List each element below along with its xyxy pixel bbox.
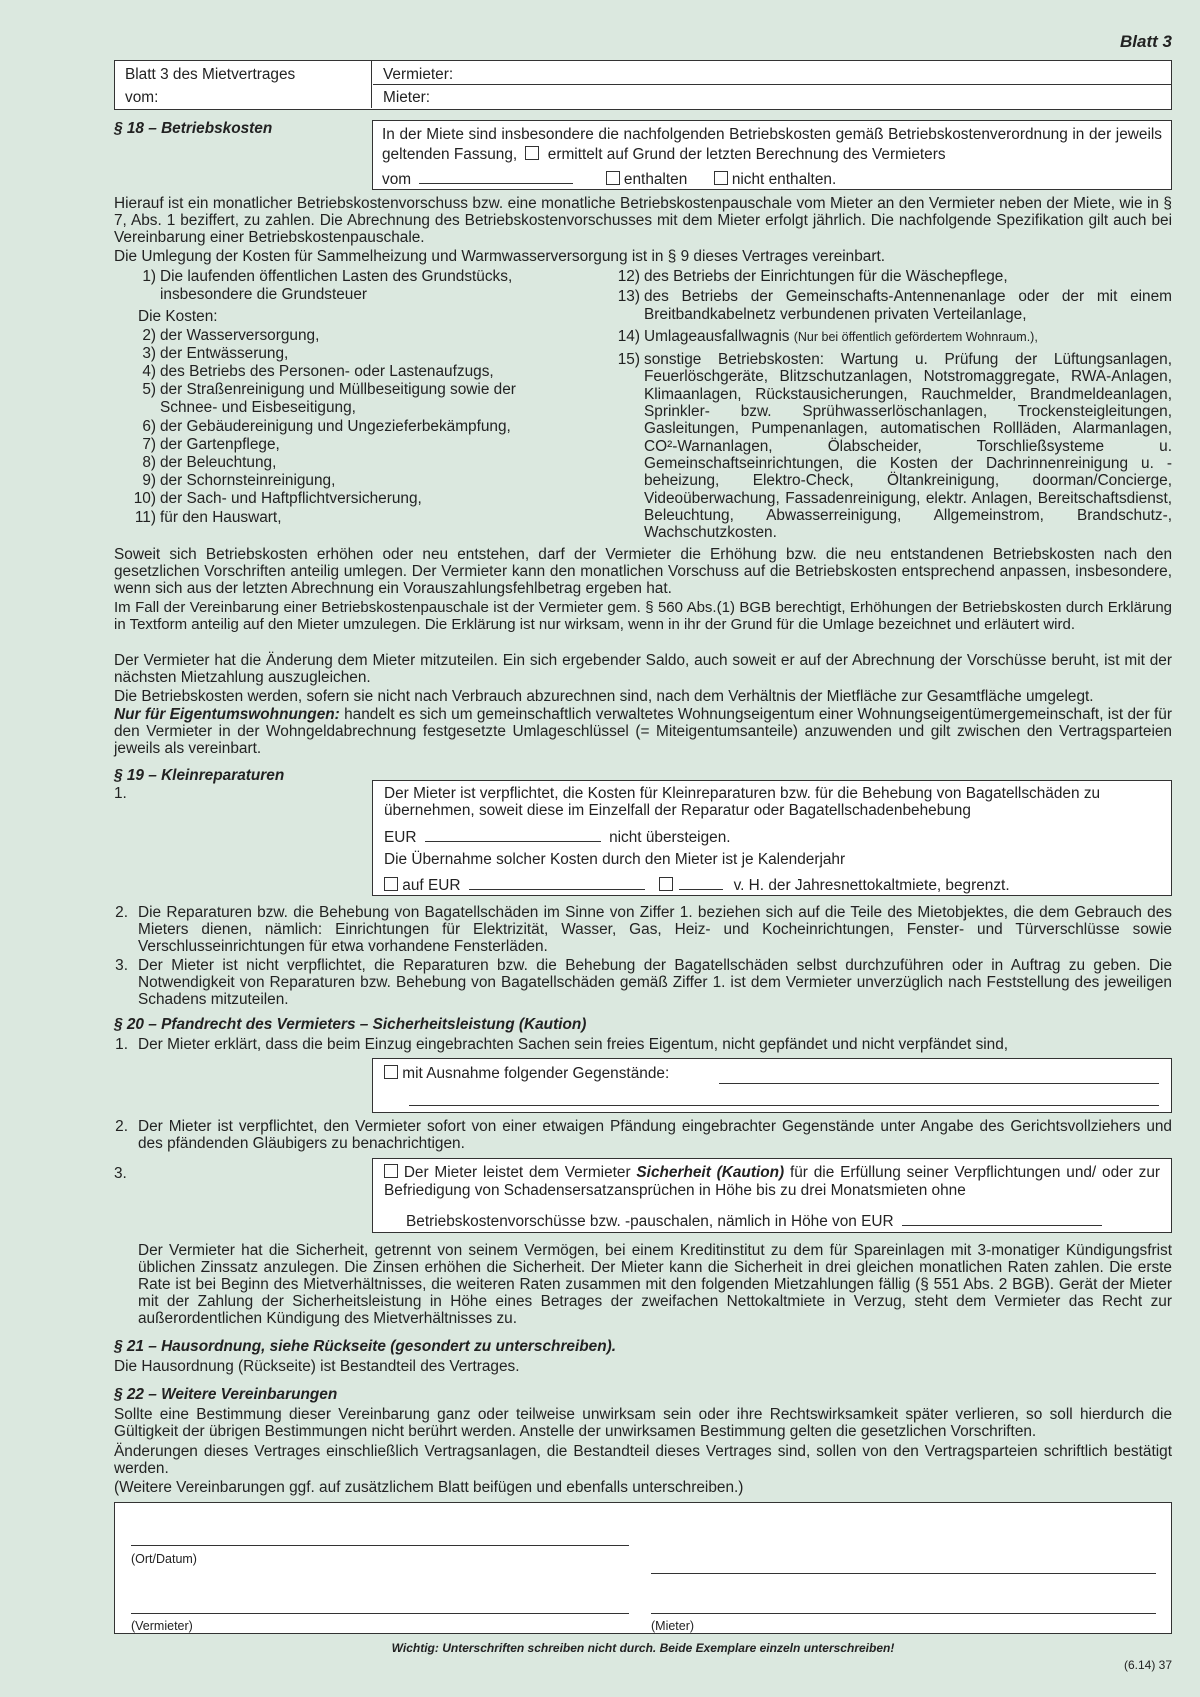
s18-paragraph-3: Soweit sich Betriebskosten erhöhen oder neu entstehen, darf der Vermieter die Erhöhung bzw. die neu entstandenen Betriebskosten nach den gesetzlichen Vorschriften anteilig umlegen. Der Vermieter kann den monatlichen Vorschuss auf die Betriebskosten entsprechend anpassen, insbesondere, wenn sich aus der letzten Abrechnung ein Vorauszahlungsfehlbetrag ergeben hat. bbox=[114, 546, 1172, 597]
s20-num-3: 3. bbox=[114, 1165, 127, 1182]
list-item: 7) der Gartenpflege, bbox=[142, 435, 280, 453]
list-item: 1) Die laufenden öffentlichen Lasten des Grundstücks, insbesondere die Grundsteuer bbox=[142, 268, 513, 304]
list-item: 14) Umlageausfallwagnis (Nur bei öffentlich gefördertem Wohnraum.), bbox=[617, 327, 1038, 345]
eur-label: EUR bbox=[384, 829, 417, 846]
cost-list-left bbox=[124, 268, 560, 527]
sheet-number: Blatt 3 bbox=[1120, 32, 1172, 51]
section-21-heading: § 21 – Hausordnung, siehe Rückseite (gesondert zu unterschreiben). bbox=[114, 1338, 617, 1355]
mieter-line-1[interactable] bbox=[651, 1573, 1156, 1574]
list-item: 15) sonstige Betriebskosten: Wartung u. Prüfung der Lüftungsanlagen, Feuerlöschgeräte, Blitzschutzanlagen, Notstromaggregate, RWA-Anlagen, Klimaanlagen, Rückstausicherungen, Rauchmelder, Brandmeldeanlagen, Sprinkler- bzw. Sprühwasserlöschanlagen, Trockensteigleitungen, Gasleitungen, Pumpenanlagen, automatischen Rollläden, Alarmanlagen, CO²-Warnanlagen, Ölabscheider, Torschließsysteme u. Gemeinschaftseinrichtungen, die Kosten der Dachrinnenreinigung u. -beheizung, Elektro-Check, Öltankreinigung, doorman/Concierge, Videoüberwachung, Fassadenreinigung, elektr. Anlagen, Bereitschaftsdienst, Beleuchtung, Abwasserreinigung, Allgemeinstrom, Brandschutz-, Wachschutzkosten. bbox=[617, 351, 1172, 542]
vermieter-signature-line[interactable] bbox=[131, 1613, 629, 1614]
s22-paragraph-3: (Weitere Vereinbarungen ggf. auf zusätzlichem Blatt beifügen und ebenfalls unterschreiben.) bbox=[114, 1479, 744, 1496]
list-item: 11) für den Hauswart, bbox=[134, 508, 282, 526]
s20-paragraph-3: Der Vermieter hat die Sicherheit, getrennt von seinem Vermögen, bei einem Kreditinstitut zu dem für Spareinlagen mit 3-monatiger Kündigungsfrist üblichen Zinssatz anzulegen. Die Zinsen erhöhen die Sicherheit. Der Mieter kann die Sicherheit in drei gleichen monatlichen Raten zahlen. Die erste Rate ist bei Beginn des Mietverhältnisses, die weiteren Raten zusammen mit den folgenden Mietzahlungen fällig (§ 551 Abs. 2 BGB). Gerät der Mieter mit der Zahlung der Sicherheitsleistung in Höhe eines Betrages der zweifachen Nettokaltmiete in Verzug, steht dem Vermieter das Recht zur außerordentlichen Kündigung des Mietverhältnisses zu. bbox=[138, 1242, 1172, 1327]
mieter-label: Mieter: bbox=[383, 89, 431, 106]
list-item: 3. Der Mieter ist nicht verpflichtet, die Reparaturen bzw. die Behebung der Bagatellschäden selbst durchzuführen oder in Auftrag zu geben. Die Notwendigkeit von Reparaturen bzw. Behebung von Bagatellschäden gemäß Ziffer 1. ist dem Vermieter unverzüglich nach Feststellung des jeweiligen Schadens mitzuteilen. bbox=[115, 957, 1172, 1008]
list-item: 3) der Entwässerung, bbox=[142, 344, 289, 362]
s19-num-1: 1. bbox=[114, 785, 127, 802]
list-item: 8) der Beleuchtung, bbox=[142, 454, 277, 472]
s19-items bbox=[114, 904, 1172, 1008]
list-item: 2. Der Mieter ist verpflichtet, den Vermieter sofort von einer etwaigen Pfändung eingebrachter Gegenstände unter Angabe des Gerichtsvollziehers und des pfändenden Gläubigers zu benachrichtigen. bbox=[115, 1118, 1172, 1152]
s18-paragraph-4: Im Fall der Vereinbarung einer Betriebskostenpauschale ist der Vermieter gem. § 560 Abs.(1) BGB berechtigt, Erhöhungen der Betriebskosten durch Erklärung in Textform anteilig auf den Mieter umzulegen. Die Erklärung ist nur wirksam, wenn in ihr der Grund für die Umlage bezeichnet und erläutert wird. bbox=[114, 599, 1172, 633]
list-item: 13) des Betriebs der Gemeinschafts-Antennenanlage oder der mit einem Breitbandkabelnetz verbundenen privaten Verteilanlage, bbox=[617, 288, 1172, 323]
section-22-heading: § 22 – Weitere Vereinbarungen bbox=[114, 1386, 338, 1403]
vh-label: v. H. der Jahresnettokaltmiete, begrenzt. bbox=[733, 877, 1010, 894]
auf-eur-label: auf EUR bbox=[402, 877, 461, 894]
nicht-enthalten-label: nicht enthalten. bbox=[731, 171, 837, 188]
s22-paragraph-2: Änderungen dieses Vertrages einschließlich Vertragsanlagen, die Bestandteil dieses Vertrages sind, sollen von den Vertragsparteien schriftlich bestätigt werden. bbox=[114, 1443, 1172, 1477]
vh-field[interactable] bbox=[679, 875, 723, 890]
eur-max-field[interactable] bbox=[425, 827, 601, 842]
warning-note: Wichtig: Unterschriften schreiben nicht durch. Beide Exemplare einzeln unterschreiben! bbox=[391, 1641, 895, 1655]
s18-paragraph-5: Der Vermieter hat die Änderung dem Mieter mitzuteilen. Ein sich ergebender Saldo, auch soweit er auf der Abrechnung der Vorschüsse beruht, ist mit der nächsten Mietzahlung auszugleichen. bbox=[114, 652, 1172, 686]
s20-exception-box bbox=[372, 1058, 1172, 1113]
ort-datum-line[interactable] bbox=[131, 1545, 629, 1546]
ort-datum-label: (Ort/Datum) bbox=[131, 1552, 197, 1566]
s20-item-1 bbox=[114, 1036, 1172, 1053]
ausnahme-field-1[interactable] bbox=[719, 1069, 1159, 1084]
ausnahme-label: mit Ausnahme folgender Gegenstände: bbox=[402, 1065, 670, 1082]
checkbox-enthalten[interactable] bbox=[606, 171, 620, 185]
s21-text: Die Hausordnung (Rückseite) ist Bestandteil des Vertrages. bbox=[114, 1358, 520, 1375]
signature-box bbox=[114, 1502, 1172, 1634]
list-item: 2. Die Reparaturen bzw. die Behebung von Bagatellschäden im Sinne von Ziffer 1. beziehen sich auf die Teile des Mietobjektes, die dem Gebrauch des Mieters dienen, nämlich: Einrichtungen für Elektrizität, Wasser, Gas, Heiz- und Kocheinrichtungen, Fenster- und Türverschlüsse sowie Verschlusseinrichtungen für etwa vorhandene Fensterläden. bbox=[115, 904, 1172, 955]
s19-box-text: Der Mieter ist verpflichtet, die Kosten für Kleinreparaturen bzw. für die Behebung von Bagatellschäden zu übernehmen, soweit diese im Einzelfall der Reparatur oder Bagatellschadenbehebung bbox=[384, 785, 1101, 819]
checkbox-auf-eur[interactable] bbox=[384, 877, 398, 891]
list-item: 1. Der Mieter erklärt, dass die beim Einzug eingebrachten Sachen sein freies Eigentum, nicht gepfändet und nicht verpfändet sind, bbox=[115, 1036, 1009, 1053]
eigentum-label: Nur für Eigentumswohnungen: bbox=[114, 706, 340, 723]
auf-eur-field[interactable] bbox=[469, 875, 645, 890]
mieter-label: (Mieter) bbox=[651, 1619, 695, 1633]
cost-list-right bbox=[608, 268, 1172, 541]
checkbox-nicht-enthalten[interactable] bbox=[714, 171, 728, 185]
header-table bbox=[114, 60, 1172, 110]
kaution-amount-field[interactable] bbox=[902, 1211, 1102, 1226]
enthalten-label: enthalten bbox=[623, 171, 688, 188]
checkbox-ermittelt[interactable] bbox=[525, 146, 539, 160]
kaution-term: Sicherheit (Kaution) bbox=[636, 1164, 785, 1181]
s18-vom-label: vom bbox=[382, 171, 412, 188]
s18-paragraph-6: Die Betriebskosten werden, sofern sie nicht nach Verbrauch abzurechnen sind, nach dem Verhältnis der Mietfläche zur Gesamtfläche umgelegt. bbox=[114, 688, 1094, 705]
s18-box-text-b: ermittelt auf Grund der letzten Berechnung des Vermieters bbox=[547, 146, 946, 163]
mieter-signature-line[interactable] bbox=[651, 1613, 1156, 1614]
vermieter-label: Vermieter: bbox=[383, 66, 454, 83]
vom-label: vom: bbox=[125, 89, 159, 106]
nicht-uebersteigen-label: nicht übersteigen. bbox=[609, 829, 731, 846]
checkbox-kaution[interactable] bbox=[384, 1164, 398, 1178]
section-20-heading: § 20 – Pfandrecht des Vermieters – Sicherheitsleistung (Kaution) bbox=[114, 1016, 587, 1033]
s18-paragraph-7: Nur für Eigentumswohnungen: handelt es sich um gemeinschaftlich verwaltetes Wohnungseigentum einer Wohnungseigentümergemeinschaft, ist der für den Vermieter in der Wohngeldabrechnung festgesetzte Umlageschlüssel (= Miteigentumsanteile) anzuwenden und gilt zwischen den Vertragsparteien jeweils als vereinbart. bbox=[114, 706, 1172, 757]
checkbox-vh[interactable] bbox=[659, 877, 673, 891]
sheet-label: Blatt 3 des Mietvertrages bbox=[125, 66, 296, 83]
ausnahme-field-2[interactable] bbox=[409, 1091, 1159, 1106]
list-item: 10) der Sach- und Haftpflichtversicherung, bbox=[133, 490, 422, 508]
list-item: 9) der Schornsteinreinigung, bbox=[142, 472, 336, 490]
kaution-box bbox=[372, 1158, 1172, 1233]
s18-vom-field[interactable] bbox=[419, 169, 573, 184]
list-item: Die Kosten: bbox=[138, 308, 218, 326]
s18-paragraph-2: Die Umlegung der Kosten für Sammelheizung und Warmwasserversorgung ist in § 9 dieses Vertrages vereinbart. bbox=[114, 248, 886, 265]
s22-paragraph-1: Sollte eine Bestimmung dieser Vereinbarung ganz oder teilweise unwirksam sein oder ihre Rechtswirksamkeit später verlieren, so soll hierdurch die Gültigkeit der übrigen Bestimmungen nicht berührt werden. Anstelle der unwirksamen Bestimmung gelten die gesetzlichen Vorschriften. bbox=[114, 1406, 1172, 1440]
item14-note: (Nur bei öffentlich gefördertem Wohnraum.), bbox=[793, 329, 1038, 344]
kaution-text-c: für die Erfüllung seiner Verpflichtungen und/ oder zur Befriedigung von Schadensersatzansprüchen in Höhe bis zu drei Monatsmieten ohne bbox=[384, 1164, 1161, 1199]
s19-box-text-3: Die Übernahme solcher Kosten durch den Mieter ist je Kalenderjahr bbox=[384, 851, 846, 868]
section-18-heading: § 18 – Betriebskosten bbox=[114, 120, 273, 137]
s19-box bbox=[372, 780, 1172, 896]
form-code: (6.14) 37 bbox=[1123, 1658, 1172, 1672]
list-item: 4) des Betriebs des Personen- oder Lastenaufzugs, bbox=[142, 363, 494, 381]
kaution-text-d: Betriebskostenvorschüsse bzw. -pauschalen, nämlich in Höhe von EUR bbox=[406, 1213, 894, 1230]
list-item: 5) der Straßenreinigung und Müllbeseitigung sowie der Schnee- und Eisbeseitigung, bbox=[142, 381, 516, 417]
list-item: 2) der Wasserversorgung, bbox=[142, 326, 320, 344]
vermieter-label: (Vermieter) bbox=[131, 1619, 193, 1633]
list-item: 6) der Gebäudereinigung und Ungezieferbekämpfung, bbox=[142, 417, 511, 435]
s18-box-text: In der Miete sind insbesondere die nachfolgenden Betriebskosten gemäß Betriebskostenverordnung in der jeweils geltenden Fassung, bbox=[382, 126, 1162, 163]
s20-item-2 bbox=[114, 1118, 1172, 1152]
checkbox-ausnahme[interactable] bbox=[384, 1065, 398, 1079]
s18-paragraph-1: Hierauf ist ein monatlicher Betriebskostenvorschuss bzw. eine monatliche Betriebskostenpauschale vom Mieter an den Vermieter neben der Miete, wie in § 7, Abs. 1 beziffert, zu zahlen. Die Abrechnung des Betriebskostenvorschusses mit dem Mieter erfolgt jährlich. Die nachfolgende Spezifikation gilt auch bei Vereinbarung einer Betriebskostenpauschale. bbox=[114, 195, 1172, 246]
s18-box bbox=[372, 120, 1172, 190]
section-19-heading: § 19 – Kleinreparaturen bbox=[114, 767, 285, 784]
kaution-text-a: Der Mieter leistet dem Vermieter bbox=[403, 1164, 631, 1181]
list-item: 12) des Betriebs der Einrichtungen für die Wäschepflege, bbox=[617, 268, 1008, 285]
